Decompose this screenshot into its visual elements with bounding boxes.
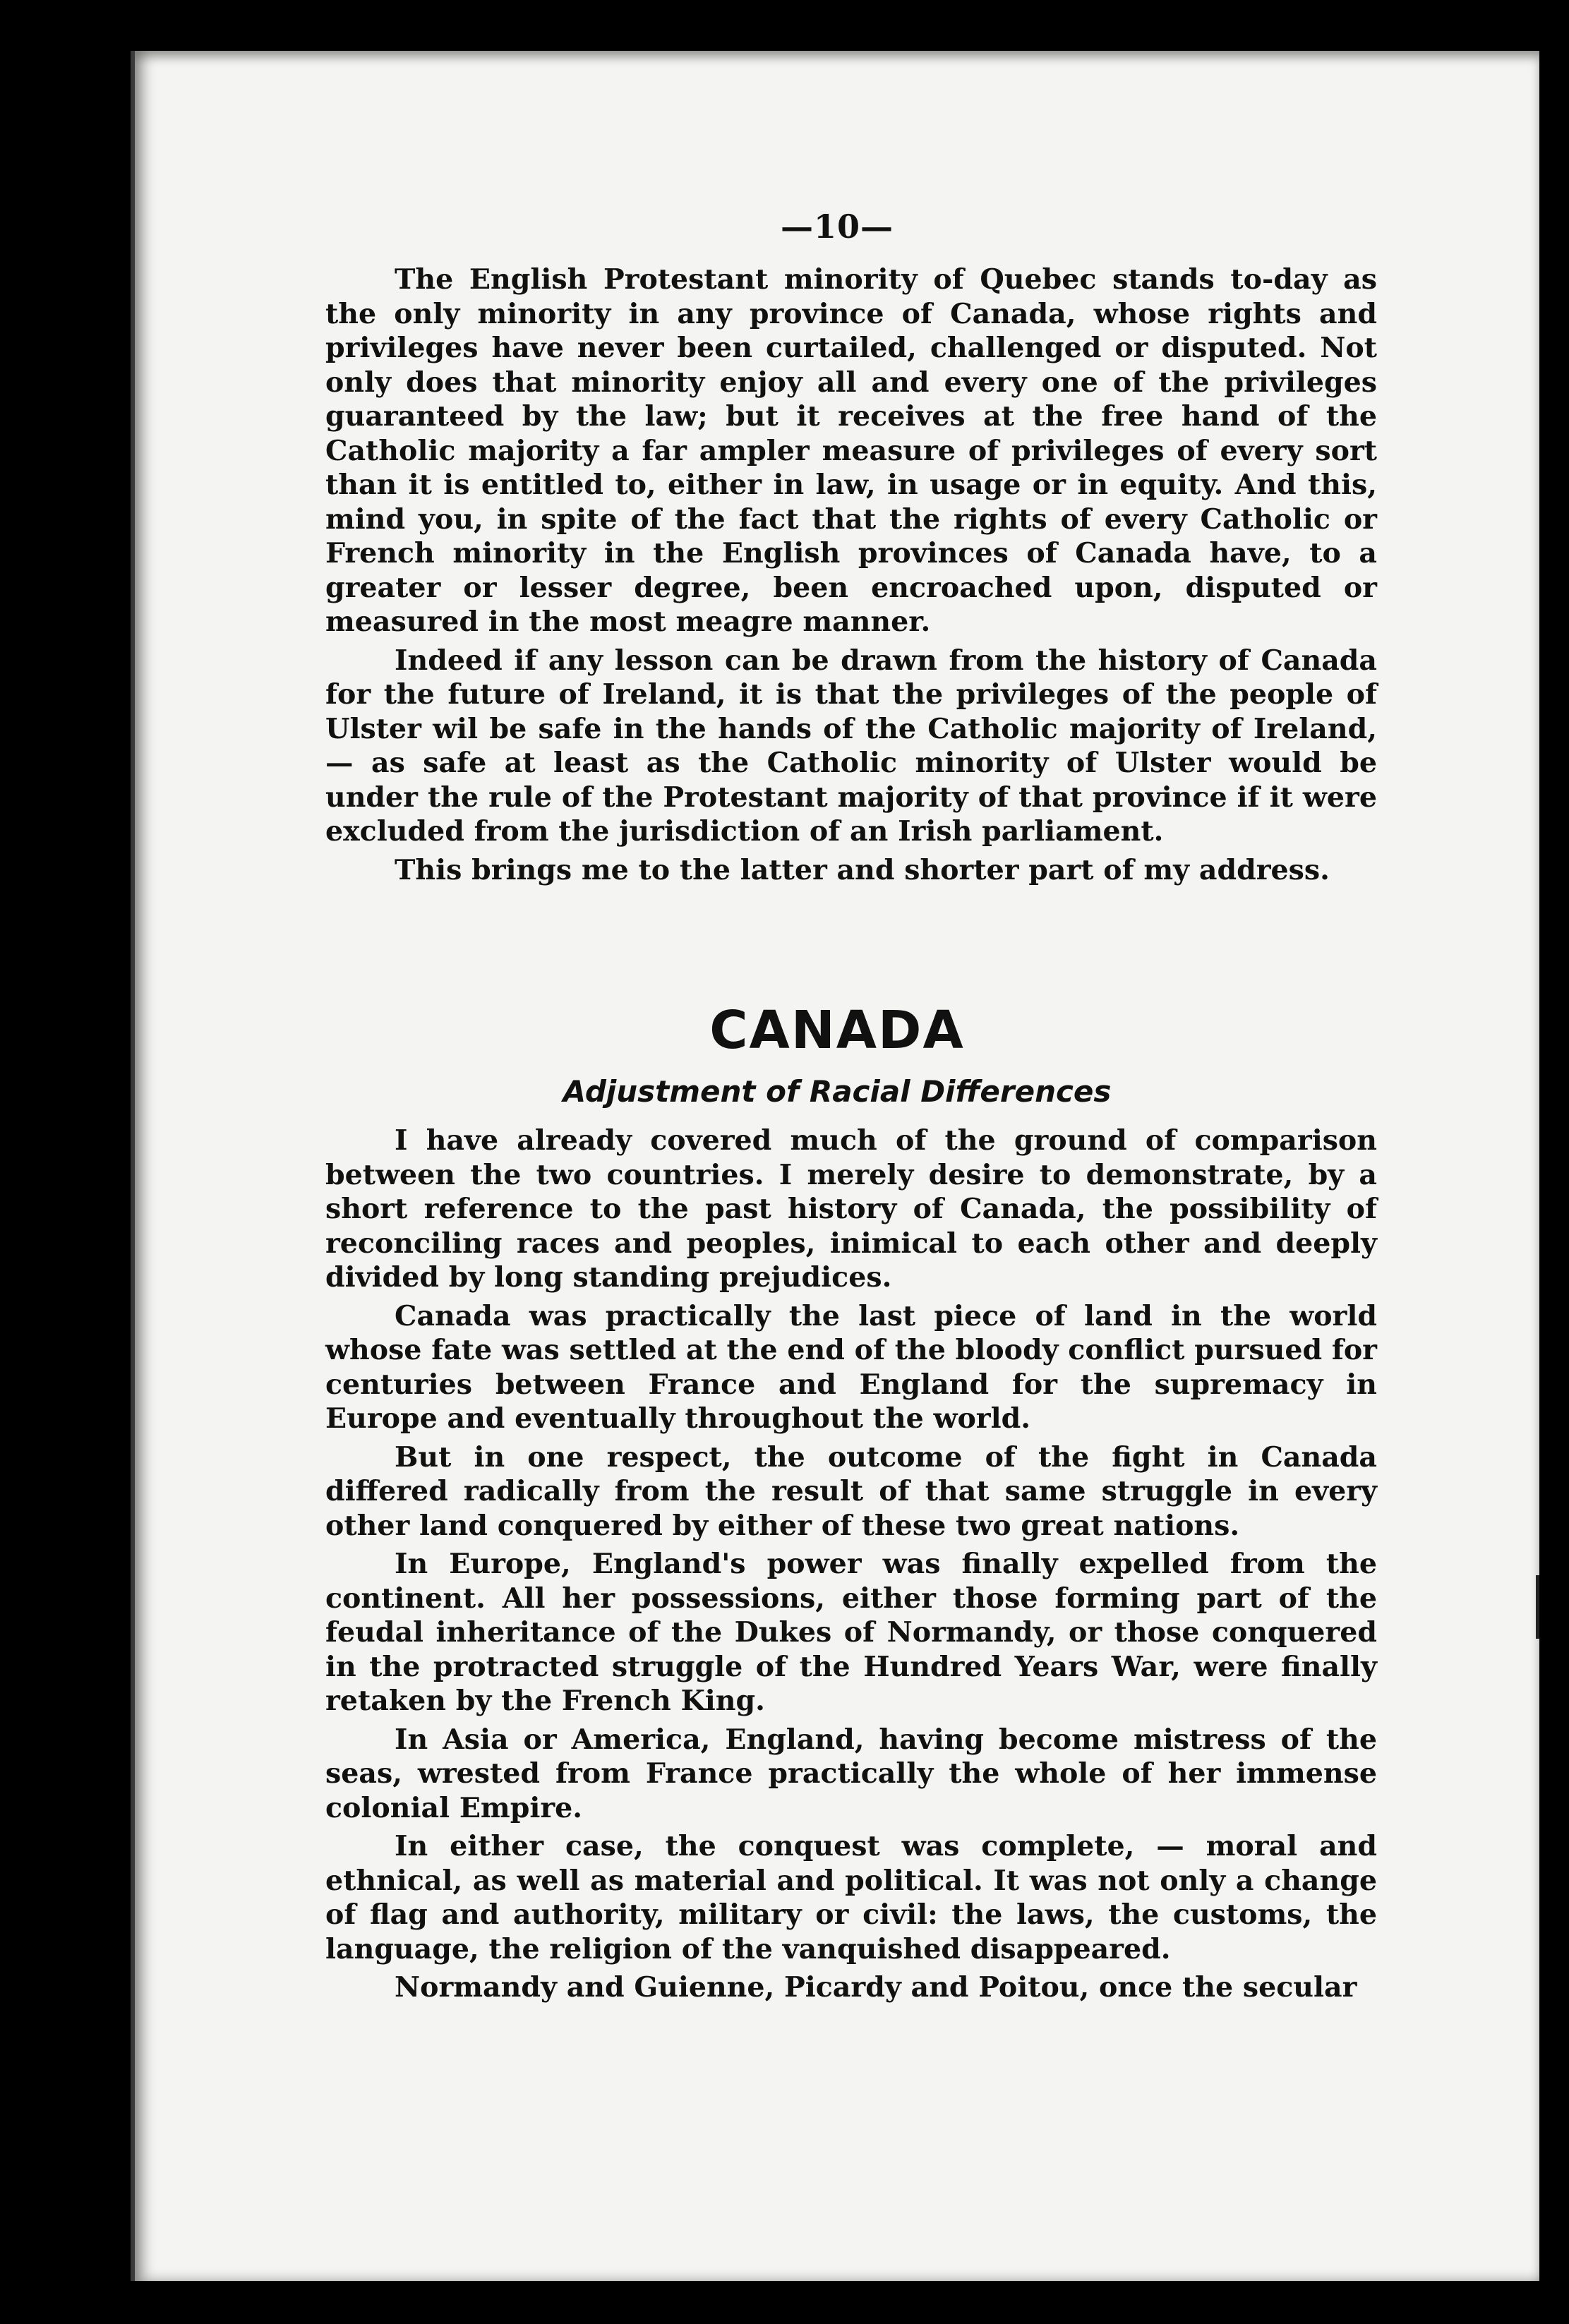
paragraph: Indeed if any lesson can be drawn from the history of Canada for the future of Ireland, it is that the privileges of the people of Ulster wil be safe in the hands of the Catholic majority of Ireland, — as safe at least as the Catholic minority of Ulster would be under the rule of the Protestant majority of that province if it were excluded from the jurisdiction of an Irish parliament.: [325, 644, 1377, 848]
paragraph: I have already covered much of the ground of comparison between the two countries. I merely desire to demonstrate, by a short reference to the past history of Canada, the possibility of reconciling races and peoples, inimical to each other and deeply divided by long standing prejudices.: [325, 1124, 1377, 1294]
body-text-upper: [325, 263, 1377, 891]
page-edge-mark: [1536, 1575, 1539, 1639]
paragraph: Canada was practically the last piece of land in the world whose fate was settled at the end of the bloody conflict pursued for centuries between France and England for the supremacy in Europe and eventually throughout the world.: [325, 1299, 1377, 1435]
paragraph: In Europe, England's power was finally expelled from the continent. All her possessions, either those forming part of the feudal inheritance of the Dukes of Normandy, or those conquered in the protracted struggle of the Hundred Years War, were finally retaken by the French King.: [325, 1548, 1377, 1717]
paragraph: Normandy and Guienne, Picardy and Poitou, once the secular: [395, 1971, 1357, 2004]
paragraph: In either case, the conquest was complete, — moral and ethnical, as well as material and political. It was not only a change of flag and authority, military or civil: the laws, the customs, the language, the religion of the vanquished disappeared.: [325, 1830, 1377, 1965]
section-subtitle: Adjustment of Racial Differences: [563, 1074, 1112, 1109]
paragraph: The English Protestant minority of Quebec stands to-day as the only minority in any province of Canada, whose rights and privileges have never been curtailed, challenged or disputed. Not only does that minority enjoy all and every one of the privileges guaranteed by the law; but it receives at the free hand of the Catholic majority a far ampler measure of privileges of every sort than it is entitled to, either in law, in usage or in equity. And this, mind you, in spite of the fact that the rights of every Catholic or French minority in the English provinces of Canada have, to a greater or lesser degree, been encroached upon, disputed or measured in the most meagre manner.: [325, 263, 1377, 638]
section-title: CANADA: [709, 1000, 965, 1061]
paragraph: In Asia or America, England, having become mistress of the seas, wrested from France practically the whole of her immense colonial Empire.: [325, 1723, 1377, 1824]
paragraph: This brings me to the latter and shorter part of my address.: [395, 853, 1330, 886]
book-page: [131, 51, 1539, 2281]
body-text-lower: [325, 1124, 1377, 2009]
paragraph: But in one respect, the outcome of the fight in Canada differed radically from the result of that same struggle in every other land conquered by either of these two great nations.: [325, 1440, 1377, 1542]
page-number: —10—: [780, 207, 894, 246]
